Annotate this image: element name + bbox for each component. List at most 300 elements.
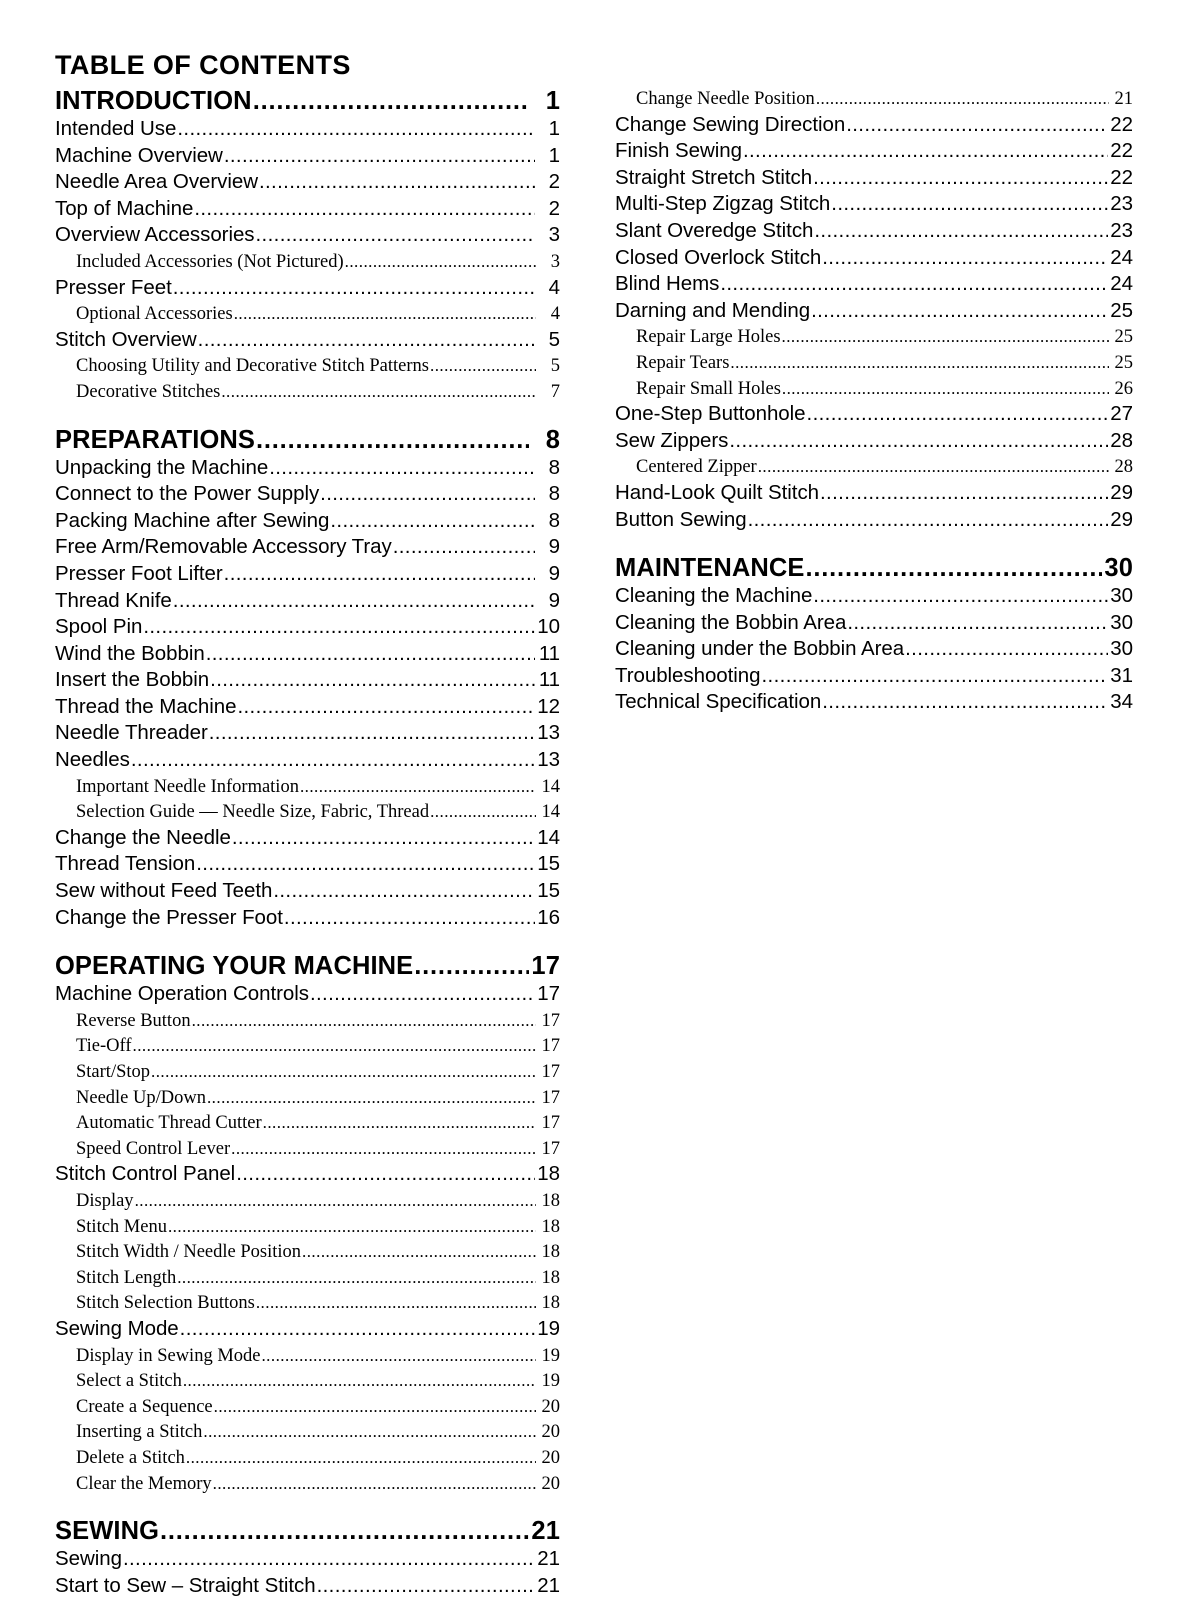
toc-entry-page-number: 18 [541, 1216, 560, 1237]
toc-entry-page-number: 22 [1110, 139, 1133, 163]
toc-entry-main[interactable] [615, 138, 1133, 165]
toc-entry-label: Closed Overlock Stitch [615, 245, 822, 269]
toc-entry-label: Change Sewing Direction [615, 112, 846, 136]
toc-entry-label: PREPARATIONS [55, 425, 256, 454]
toc-entry-label: Spool Pin [55, 615, 143, 639]
toc-entry-main[interactable] [55, 455, 560, 482]
dot-leader [730, 350, 1109, 377]
toc-entry-page-number: 17 [541, 1138, 560, 1159]
toc-entry-section[interactable] [55, 1516, 560, 1546]
toc-entry-main[interactable] [615, 480, 1133, 507]
toc-entry-label: Sew Zippers [615, 428, 729, 452]
toc-entry-label: Straight Stretch Stitch [615, 165, 813, 189]
toc-entry-page-number: 4 [550, 304, 560, 325]
dot-leader [806, 553, 1102, 583]
toc-entry-page-number: 25 [1114, 327, 1133, 348]
dot-leader [320, 481, 535, 508]
toc-entry-label: Select a Stitch [76, 1371, 182, 1392]
toc-entry-page-number: 27 [1110, 402, 1133, 426]
dot-leader [214, 1394, 536, 1421]
toc-entry-label: Button Sewing [615, 507, 747, 531]
toc-entry-main[interactable] [55, 1573, 560, 1600]
toc-entry-label: Display in Sewing Mode [76, 1345, 261, 1366]
dot-leader [151, 1059, 536, 1086]
dot-leader [782, 376, 1109, 403]
toc-entry-label: SEWING [55, 1517, 160, 1546]
toc-entry-label: Top of Machine [55, 196, 194, 220]
dot-leader [743, 138, 1108, 165]
dot-leader [256, 222, 535, 249]
dot-leader [207, 1085, 536, 1112]
toc-entry-label: Presser Foot Lifter [55, 561, 223, 585]
toc-entry-page-number: 14 [537, 825, 560, 849]
toc-entry-main[interactable] [55, 116, 560, 143]
toc-entry-main[interactable] [615, 428, 1133, 455]
dot-leader [816, 86, 1109, 113]
toc-entry-sub[interactable] [55, 1394, 560, 1420]
dot-leader [302, 1239, 536, 1266]
toc-entry-page-number: 21 [537, 1573, 560, 1597]
toc-entry-label: Stitch Overview [55, 327, 197, 351]
toc-entry-section[interactable] [55, 951, 560, 981]
toc-entry-label: Sewing [55, 1547, 122, 1571]
toc-entry-label: Needle Area Overview [55, 170, 258, 194]
toc-entry-label: Stitch Control Panel [55, 1162, 236, 1186]
toc-entry-page-number: 30 [1110, 610, 1133, 634]
toc-entry-page-number: 20 [541, 1473, 560, 1494]
toc-entry-page-number: 29 [1110, 480, 1133, 504]
toc-entry-sub[interactable] [615, 454, 1133, 480]
toc-entry-label: Machine Operation Controls [55, 982, 309, 1006]
toc-entry-label: Decorative Stitches [76, 381, 221, 402]
toc-entry-label: Choosing Utility and Decorative Stitch Patterns [76, 356, 429, 377]
toc-entry-main[interactable] [615, 610, 1133, 637]
dot-leader [284, 905, 535, 932]
toc-entry-sub[interactable] [615, 86, 1133, 112]
toc-entry-main[interactable] [55, 694, 560, 721]
toc-entry-label: Repair Tears [636, 352, 730, 373]
toc-entry-label: Repair Small Holes [636, 378, 781, 399]
dot-leader [263, 1110, 536, 1137]
toc-entry-main[interactable] [55, 905, 560, 932]
toc-entry-sub[interactable] [55, 1110, 560, 1136]
toc-entry-page-number: 25 [1114, 352, 1133, 373]
toc-entry-label: Selection Guide — Needle Size, Fabric, Thread [76, 802, 430, 823]
toc-entry-main[interactable] [55, 534, 560, 561]
toc-entry-main[interactable] [55, 851, 560, 878]
toc-entry-sub[interactable] [55, 1136, 560, 1162]
toc-entry-label: Needle Threader [55, 721, 208, 745]
toc-entry-label: Darning and Mending [615, 298, 811, 322]
toc-entry-page-number: 14 [541, 802, 560, 823]
toc-entry-main[interactable] [55, 878, 560, 905]
dot-leader [720, 271, 1108, 298]
toc-entry-page-number: 11 [538, 641, 560, 665]
dot-leader [822, 689, 1108, 716]
toc-entry-page-number: 18 [541, 1242, 560, 1263]
toc-entry-page-number: 5 [548, 327, 560, 351]
toc-entry-sub[interactable] [55, 799, 560, 825]
toc-entry-label: Blind Hems [615, 272, 720, 296]
toc-entry-page-number: 18 [537, 1162, 560, 1186]
toc-entry-label: MAINTENANCE [615, 554, 805, 583]
toc-entry-main[interactable] [55, 588, 560, 615]
dot-leader [177, 1265, 536, 1292]
dot-leader [183, 1368, 536, 1395]
toc-entry-label: Repair Large Holes [636, 327, 781, 348]
toc-entry-sub[interactable] [55, 1085, 560, 1111]
toc-entry-label: Change the Needle [55, 825, 231, 849]
toc-entry-page-number: 13 [537, 721, 560, 745]
toc-entry-page-number: 9 [548, 561, 560, 585]
dot-leader [345, 249, 536, 276]
toc-entry-main[interactable] [55, 825, 560, 852]
toc-entry-page-number: 16 [537, 905, 560, 929]
dot-leader [234, 301, 536, 328]
toc-entry-main[interactable] [615, 191, 1133, 218]
dot-leader [822, 245, 1108, 272]
toc-entry-page-number: 8 [545, 425, 560, 454]
toc-entry-label: Insert the Bobbin [55, 668, 210, 692]
toc-entry-label: Display [76, 1190, 134, 1211]
toc-entry-section[interactable] [55, 425, 560, 455]
toc-entry-label: Change Needle Position [636, 89, 815, 109]
toc-entry-label: Finish Sewing [615, 139, 742, 163]
toc-entry-page-number: 5 [550, 356, 560, 377]
toc-entry-label: Thread Tension [55, 852, 196, 876]
dot-leader [173, 275, 535, 302]
toc-entry-main[interactable] [55, 667, 560, 694]
dot-leader [811, 298, 1108, 325]
dot-leader [813, 165, 1108, 192]
toc-entry-label: Optional Accessories [76, 304, 233, 325]
toc-entry-sub[interactable] [55, 1008, 560, 1034]
toc-entry-sub[interactable] [615, 350, 1133, 376]
toc-entry-main[interactable] [55, 747, 560, 774]
dot-leader [430, 799, 536, 826]
toc-entry-main[interactable] [55, 981, 560, 1008]
dot-leader [133, 1033, 536, 1060]
toc-entry-label: Centered Zipper [636, 457, 757, 478]
toc-entry-main[interactable] [615, 271, 1133, 298]
toc-entry-page-number: 18 [541, 1293, 560, 1314]
dot-leader [813, 583, 1108, 610]
toc-entry-sub[interactable] [55, 774, 560, 800]
toc-entry-main[interactable] [55, 508, 560, 535]
toc-entry-label: OPERATING YOUR MACHINE [55, 952, 414, 981]
toc-entry-label: Thread the Machine [55, 694, 237, 718]
toc-entry-page-number: 1 [548, 117, 560, 140]
toc-entry-page-number: 8 [548, 455, 560, 479]
toc-entry-label: Important Needle Information [76, 776, 299, 797]
toc-entry-page-number: 20 [541, 1447, 560, 1468]
dot-leader [807, 401, 1108, 428]
dot-leader [256, 1290, 536, 1317]
toc-entry-page-number: 8 [548, 508, 560, 532]
toc-entry-main[interactable] [615, 663, 1133, 690]
toc-entry-page-number: 21 [537, 1547, 560, 1571]
dot-leader [206, 641, 535, 668]
toc-entry-main[interactable] [55, 614, 560, 641]
toc-entry-sub[interactable] [55, 1059, 560, 1085]
toc-entry-page-number: 19 [541, 1371, 560, 1392]
toc-entry-label: Needle Up/Down [76, 1087, 206, 1108]
dot-leader [782, 324, 1109, 351]
toc-entry-page-number: 14 [541, 776, 560, 797]
toc-entry-label: Sew without Feed Teeth [55, 879, 273, 903]
toc-entry-page-number: 17 [541, 1010, 560, 1031]
toc-entry-sub[interactable] [55, 301, 560, 327]
dot-leader [177, 116, 535, 143]
toc-entry-page-number: 15 [537, 852, 560, 876]
toc-entry-page-number: 22 [1110, 165, 1133, 189]
dot-leader [253, 86, 529, 116]
toc-entry-label: Cleaning the Machine [615, 584, 813, 608]
dot-leader [221, 379, 536, 406]
toc-entry-main[interactable] [615, 245, 1133, 272]
toc-entry-page-number: 17 [541, 1062, 560, 1082]
toc-entry-main[interactable] [55, 143, 560, 170]
toc-entry-page-number: 25 [1110, 298, 1133, 322]
toc-entry-main[interactable] [55, 641, 560, 668]
toc-entry-sub[interactable] [55, 1214, 560, 1240]
dot-leader [209, 720, 535, 747]
toc-entry-label: Presser Feet [55, 275, 172, 299]
dot-leader [194, 196, 535, 223]
toc-entry-page-number: 18 [541, 1190, 560, 1211]
toc-entry-main[interactable] [615, 689, 1133, 716]
toc-entry-label: Slant Overedge Stitch [615, 218, 814, 242]
toc-entry-label: INTRODUCTION [55, 87, 252, 115]
toc-entry-sub[interactable] [55, 1188, 560, 1214]
toc-entry-sub[interactable] [55, 249, 560, 275]
toc-entry-sub[interactable] [615, 376, 1133, 402]
toc-entry-sub[interactable] [55, 1343, 560, 1369]
toc-entry-section[interactable] [55, 86, 560, 116]
toc-entry-label: Stitch Length [76, 1267, 177, 1288]
toc-entry-page-number: 2 [548, 170, 560, 194]
toc-entry-page-number: 34 [1110, 690, 1133, 714]
dot-leader [310, 981, 535, 1008]
toc-entry-label: Cleaning under the Bobbin Area [615, 637, 905, 661]
toc-entry-page-number: 18 [541, 1267, 560, 1288]
toc-entry-page-number: 1 [548, 143, 560, 167]
dot-leader [758, 454, 1109, 481]
toc-entry-main[interactable] [615, 112, 1133, 139]
toc-entry-label: Change the Presser Foot [55, 905, 283, 929]
toc-entry-main[interactable] [615, 218, 1133, 245]
dot-leader [232, 825, 535, 852]
toc-entry-page-number: 13 [537, 748, 560, 772]
toc-entry-page-number: 9 [548, 588, 560, 612]
toc-entry-label: Free Arm/Removable Accessory Tray [55, 535, 392, 559]
toc-entry-page-number: 10 [537, 615, 560, 639]
toc-entry-page-number: 26 [1114, 378, 1133, 399]
toc-entry-sub[interactable] [55, 1290, 560, 1316]
toc-entry-sub[interactable] [55, 1239, 560, 1265]
dot-leader [198, 327, 535, 354]
toc-entry-page-number: 30 [1110, 637, 1133, 661]
toc-entry-label: Thread Knife [55, 588, 172, 612]
toc-entry-page-number: 9 [548, 535, 560, 559]
toc-entry-section[interactable] [615, 553, 1133, 583]
toc-entry-main[interactable] [55, 481, 560, 508]
toc-entry-label: Tie-Off [76, 1036, 132, 1057]
toc-entry-label: Stitch Selection Buttons [76, 1293, 255, 1314]
dot-leader [414, 951, 529, 981]
dot-leader [196, 851, 535, 878]
toc-entry-main[interactable] [615, 507, 1133, 534]
toc-entry-main[interactable] [615, 165, 1133, 192]
toc-entry-page-number: 3 [550, 251, 560, 272]
toc-entry-page-number: 19 [537, 1316, 560, 1340]
toc-entry-label: Technical Specification [615, 690, 822, 714]
toc-entry-sub[interactable] [55, 1368, 560, 1394]
dot-leader [186, 1445, 536, 1472]
toc-entry-label: Cleaning the Bobbin Area [615, 610, 847, 634]
toc-entry-main[interactable] [55, 720, 560, 747]
toc-entry-page-number: 15 [537, 879, 560, 903]
dot-leader [237, 694, 535, 721]
dot-leader [269, 455, 535, 482]
toc-entry-sub[interactable] [55, 1445, 560, 1471]
toc-entry-page-number: 29 [1110, 507, 1133, 531]
toc-entry-page-number: 17 [541, 1113, 560, 1134]
dot-leader [236, 1161, 535, 1188]
toc-entry-page-number: 11 [538, 668, 560, 692]
toc-entry-sub[interactable] [55, 1265, 560, 1291]
toc-entry-label: Start/Stop [76, 1062, 151, 1082]
toc-entry-page-number: 17 [541, 1087, 560, 1108]
toc-entry-page-number: 28 [1110, 428, 1133, 452]
toc-entry-label: Stitch Width / Needle Position [76, 1242, 302, 1263]
toc-entry-page-number: 30 [1110, 584, 1133, 608]
toc-column-right [615, 86, 1133, 716]
toc-entry-page-number: 20 [541, 1396, 560, 1417]
toc-entry-sub[interactable] [55, 1033, 560, 1059]
toc-entry-label: Unpacking the Machine [55, 455, 269, 479]
dot-leader [160, 1516, 529, 1546]
toc-entry-label: Wind the Bobbin [55, 641, 205, 665]
dot-leader [846, 112, 1108, 139]
toc-entry-main[interactable] [55, 222, 560, 249]
dot-leader [256, 425, 529, 455]
dot-leader [814, 218, 1108, 245]
dot-leader [762, 663, 1108, 690]
toc-entry-label: Sewing Mode [55, 1316, 179, 1340]
dot-leader [143, 614, 535, 641]
toc-entry-main[interactable] [55, 1316, 560, 1343]
toc-entry-page-number: 2 [548, 196, 560, 220]
toc-entry-page-number: 23 [1110, 218, 1133, 242]
toc-entry-label: Troubleshooting [615, 663, 761, 687]
dot-leader [831, 191, 1108, 218]
toc-entry-label: Needles [55, 748, 130, 772]
toc-entry-main[interactable] [615, 636, 1133, 663]
toc-entry-page-number: 21 [531, 1517, 560, 1546]
toc-entry-page-number: 8 [548, 482, 560, 506]
dot-leader [135, 1188, 536, 1215]
toc-entry-page-number: 24 [1110, 245, 1133, 269]
page-title: TABLE OF CONTENTS [55, 50, 351, 80]
toc-entry-main[interactable] [55, 169, 560, 196]
toc-entry-main[interactable] [615, 583, 1133, 610]
toc-entry-sub[interactable] [55, 353, 560, 379]
dot-leader [259, 169, 535, 196]
dot-leader [905, 636, 1108, 663]
dot-leader [330, 508, 535, 535]
toc-entry-label: Start to Sew – Straight Stitch [55, 1573, 316, 1597]
toc-entry-sub[interactable] [55, 1471, 560, 1497]
toc-entry-label: Clear the Memory [76, 1473, 212, 1494]
toc-entry-page-number: 31 [1110, 663, 1133, 687]
toc-entry-label: Speed Control Lever [76, 1138, 231, 1159]
toc-entry-main[interactable] [55, 275, 560, 302]
toc-entry-sub[interactable] [615, 324, 1133, 350]
toc-entry-main[interactable] [55, 196, 560, 223]
toc-entry-label: Connect to the Power Supply [55, 482, 320, 506]
toc-entry-main[interactable] [55, 327, 560, 354]
dot-leader [261, 1343, 536, 1370]
dot-leader [192, 1008, 536, 1035]
dot-leader [748, 507, 1108, 534]
toc-entry-page-number: 3 [548, 223, 560, 247]
dot-leader [300, 774, 536, 801]
toc-entry-page-number: 1 [545, 87, 560, 115]
dot-leader [317, 1573, 535, 1600]
toc-entry-main[interactable] [615, 298, 1133, 325]
toc-entry-label: Hand-Look Quilt Stitch [615, 480, 820, 504]
toc-entry-sub[interactable] [55, 1419, 560, 1445]
toc-entry-main[interactable] [615, 401, 1133, 428]
toc-entry-label: Machine Overview [55, 143, 223, 167]
toc-entry-main[interactable] [55, 561, 560, 588]
toc-entry-main[interactable] [55, 1546, 560, 1573]
toc-entry-sub[interactable] [55, 379, 560, 405]
toc-entry-label: One-Step Buttonhole [615, 402, 806, 426]
dot-leader [847, 610, 1108, 637]
dot-leader [224, 143, 535, 170]
toc-entry-main[interactable] [55, 1161, 560, 1188]
toc-entry-page-number: 17 [541, 1036, 560, 1057]
toc-entry-page-number: 7 [550, 381, 560, 402]
toc-entry-label: Overview Accessories [55, 223, 255, 247]
toc-entry-label: Reverse Button [76, 1010, 191, 1031]
toc-entry-label: Stitch Menu [76, 1216, 167, 1237]
toc-entry-page-number: 21 [1114, 89, 1133, 109]
toc-entry-label: Delete a Stitch [76, 1447, 185, 1468]
dot-leader [203, 1419, 536, 1446]
dot-leader [123, 1546, 535, 1573]
toc-entry-label: Intended Use [55, 117, 177, 140]
dot-leader [168, 1214, 536, 1241]
toc-column-left [55, 86, 560, 1599]
toc-entry-page-number: 23 [1110, 192, 1133, 216]
toc-entry-page-number: 4 [548, 275, 560, 299]
toc-entry-page-number: 30 [1104, 554, 1133, 583]
dot-leader [273, 878, 535, 905]
dot-leader [231, 1136, 536, 1163]
toc-entry-page-number: 19 [541, 1345, 560, 1366]
dot-leader [820, 480, 1108, 507]
toc-entry-page-number: 22 [1110, 112, 1133, 136]
toc-entry-label: Included Accessories (Not Pictured) [76, 251, 344, 272]
dot-leader [729, 428, 1108, 455]
dot-leader [393, 534, 535, 561]
toc-entry-label: Packing Machine after Sewing [55, 508, 330, 532]
dot-leader [210, 667, 535, 694]
toc-entry-label: Multi-Step Zigzag Stitch [615, 192, 831, 216]
